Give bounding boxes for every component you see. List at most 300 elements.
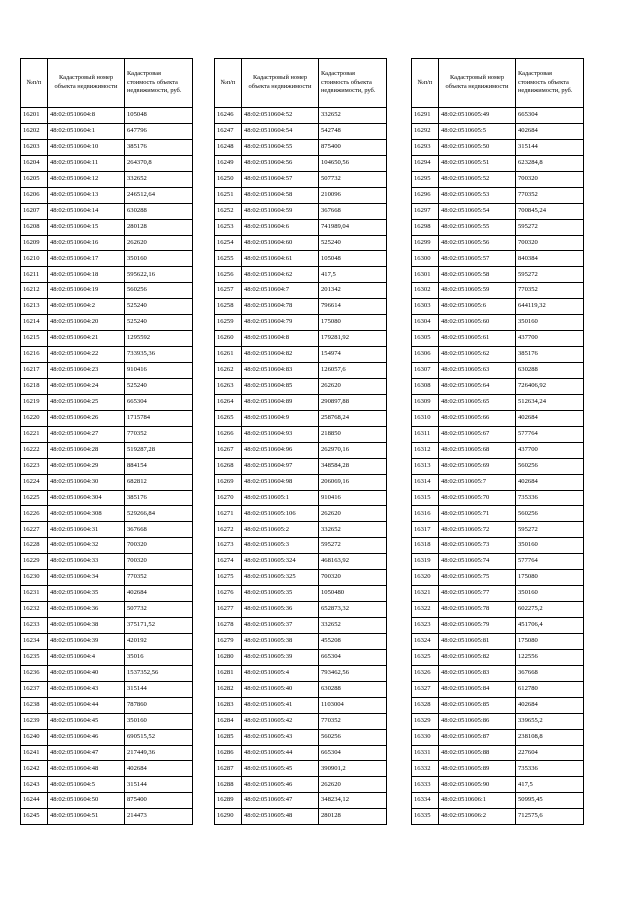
cadastral-number: 48:02:0510605:57: [439, 251, 516, 267]
cadastral-cost: 726406,92: [516, 378, 584, 394]
cadastral-cost: 385176: [125, 139, 193, 155]
cadastral-cost: 595622,16: [125, 267, 193, 283]
table-row: [412, 681, 584, 697]
table-row: [215, 777, 387, 793]
cadastral-number: 48:02:0510605:63: [439, 363, 516, 379]
table-row: [412, 155, 584, 171]
cadastral-cost: 218850: [319, 426, 387, 442]
row-number: 16202: [21, 123, 48, 139]
row-number: 16333: [412, 777, 439, 793]
row-number: 16265: [215, 410, 242, 426]
row-number: 16274: [215, 554, 242, 570]
cadastral-cost: 332652: [125, 171, 193, 187]
table-row: [412, 267, 584, 283]
table-row: [215, 586, 387, 602]
row-number: 16309: [412, 394, 439, 410]
cadastral-number: 48:02:0510605:41: [242, 697, 319, 713]
table-row: [412, 363, 584, 379]
row-number: 16201: [21, 108, 48, 124]
cadastral-cost: 525240: [125, 299, 193, 315]
cadastral-cost: 175080: [516, 633, 584, 649]
cadastral-cost: 770352: [516, 187, 584, 203]
cadastral-cost: 390901,2: [319, 761, 387, 777]
cadastral-number: 48:02:0510604:85: [242, 378, 319, 394]
row-number: 16233: [21, 618, 48, 634]
table-row: [412, 299, 584, 315]
table-row: [215, 809, 387, 825]
cadastral-cost: 630288: [125, 203, 193, 219]
cadastral-cost: 402684: [125, 761, 193, 777]
cadastral-number: 48:02:0510604:26: [48, 410, 125, 426]
cadastral-cost: 332652: [319, 522, 387, 538]
row-number: 16290: [215, 809, 242, 825]
cadastral-number: 48:02:0510605:106: [242, 506, 319, 522]
row-number: 16298: [412, 219, 439, 235]
cadastral-cost: 1715784: [125, 410, 193, 426]
cadastral-number: 48:02:0510604:4: [48, 649, 125, 665]
table-row: [412, 347, 584, 363]
cadastral-cost: 348584,28: [319, 458, 387, 474]
cadastral-number: 48:02:0510605:65: [439, 394, 516, 410]
row-number: 16258: [215, 299, 242, 315]
table-row: [21, 426, 193, 442]
cadastral-number: 48:02:0510605:58: [439, 267, 516, 283]
header-num: №п/п: [215, 59, 242, 108]
cadastral-number: 48:02:0510605:39: [242, 649, 319, 665]
cadastral-number: 48:02:0510605:50: [439, 139, 516, 155]
row-number: 16287: [215, 761, 242, 777]
cadastral-number: 48:02:0510605:73: [439, 538, 516, 554]
cadastral-number: 48:02:0510604:47: [48, 745, 125, 761]
table-row: [412, 235, 584, 251]
cadastral-cost: 227604: [516, 745, 584, 761]
table-row: [21, 283, 193, 299]
cadastral-cost: 560256: [516, 506, 584, 522]
row-number: 16283: [215, 697, 242, 713]
table-row: [21, 458, 193, 474]
table-row: [412, 171, 584, 187]
table-body: [215, 108, 387, 825]
cadastral-cost: 577764: [516, 426, 584, 442]
cadastral-cost: 741989,04: [319, 219, 387, 235]
cadastral-cost: 595272: [516, 267, 584, 283]
row-number: 16276: [215, 586, 242, 602]
row-number: 16331: [412, 745, 439, 761]
cadastral-number: 48:02:0510604:78: [242, 299, 319, 315]
table-row: [215, 347, 387, 363]
cadastral-number: 48:02:0510604:10: [48, 139, 125, 155]
cadastral-cost: 350160: [125, 251, 193, 267]
cadastral-cost: 262620: [319, 777, 387, 793]
row-number: 16225: [21, 490, 48, 506]
cadastral-number: 48:02:0510605:6: [439, 299, 516, 315]
cadastral-number: 48:02:0510604:45: [48, 713, 125, 729]
table-row: [21, 267, 193, 283]
cadastral-cost: 332652: [319, 108, 387, 124]
cadastral-cost: 35016: [125, 649, 193, 665]
cadastral-cost: 700320: [516, 235, 584, 251]
cadastral-cost: 437700: [516, 442, 584, 458]
cadastral-cost: 595272: [516, 522, 584, 538]
row-number: 16325: [412, 649, 439, 665]
cadastral-number: 48:02:0510605:87: [439, 729, 516, 745]
table-row: [215, 538, 387, 554]
cadastral-number: 48:02:0510605:60: [439, 315, 516, 331]
cadastral-cost: 350160: [516, 538, 584, 554]
cadastral-number: 48:02:0510605:88: [439, 745, 516, 761]
cadastral-number: 48:02:0510605:61: [439, 331, 516, 347]
row-number: 16221: [21, 426, 48, 442]
row-number: 16289: [215, 793, 242, 809]
row-number: 16270: [215, 490, 242, 506]
cadastral-number: 48:02:0510605:45: [242, 761, 319, 777]
cadastral-number: 48:02:0510605:83: [439, 665, 516, 681]
row-number: 16297: [412, 203, 439, 219]
cadastral-number: 48:02:0510605:40: [242, 681, 319, 697]
row-number: 16268: [215, 458, 242, 474]
cadastral-number: 48:02:0510604:29: [48, 458, 125, 474]
table-row: [21, 602, 193, 618]
cadastral-cost: 875400: [319, 139, 387, 155]
row-number: 16263: [215, 378, 242, 394]
cadastral-number: 48:02:0510604:59: [242, 203, 319, 219]
row-number: 16206: [21, 187, 48, 203]
table-row: [215, 474, 387, 490]
table-row: [412, 570, 584, 586]
cadastral-number: 48:02:0510605:37: [242, 618, 319, 634]
cadastral-cost: 1537352,56: [125, 665, 193, 681]
row-number: 16326: [412, 665, 439, 681]
table-row: [21, 187, 193, 203]
cadastral-cost: 1103004: [319, 697, 387, 713]
cadastral-number: 48:02:0510605:7: [439, 474, 516, 490]
table-row: [215, 618, 387, 634]
table-row: [21, 378, 193, 394]
cadastral-cost: 770352: [125, 426, 193, 442]
cadastral-cost: 512634,24: [516, 394, 584, 410]
cadastral-cost: 206069,16: [319, 474, 387, 490]
row-number: 16250: [215, 171, 242, 187]
cadastral-number: 48:02:0510604:55: [242, 139, 319, 155]
cadastral-cost: 712575,6: [516, 809, 584, 825]
cadastral-number: 48:02:0510605:1: [242, 490, 319, 506]
row-number: 16277: [215, 602, 242, 618]
cadastral-number: 48:02:0510604:89: [242, 394, 319, 410]
table-row: [412, 554, 584, 570]
cadastral-cost: 1050480: [319, 586, 387, 602]
row-number: 16217: [21, 363, 48, 379]
cadastral-cost: 690515,52: [125, 729, 193, 745]
cadastral-number: 48:02:0510605:90: [439, 777, 516, 793]
cadastral-cost: 700320: [125, 538, 193, 554]
cadastral-number: 48:02:0510605:84: [439, 681, 516, 697]
table-row: [21, 394, 193, 410]
cadastral-cost: 770352: [125, 570, 193, 586]
cadastral-cost: 560256: [319, 729, 387, 745]
cadastral-table-1: [20, 58, 193, 825]
table-row: [215, 761, 387, 777]
cadastral-number: 48:02:0510604:54: [242, 123, 319, 139]
table-row: [21, 251, 193, 267]
header-cadastral-number: Кадастровый номер объекта недвижимости: [242, 59, 319, 108]
cadastral-cost: 280128: [319, 809, 387, 825]
table-row: [21, 570, 193, 586]
cadastral-cost: 210096: [319, 187, 387, 203]
row-number: 16303: [412, 299, 439, 315]
row-number: 16239: [21, 713, 48, 729]
row-number: 16317: [412, 522, 439, 538]
cadastral-cost: 367668: [516, 665, 584, 681]
cadastral-number: 48:02:0510604:38: [48, 618, 125, 634]
table-row: [21, 554, 193, 570]
table-row: [215, 570, 387, 586]
row-number: 16210: [21, 251, 48, 267]
cadastral-cost: 238108,8: [516, 729, 584, 745]
row-number: 16246: [215, 108, 242, 124]
cadastral-number: 48:02:0510605:38: [242, 633, 319, 649]
row-number: 16332: [412, 761, 439, 777]
cadastral-cost: 770352: [516, 283, 584, 299]
cadastral-cost: 217449,36: [125, 745, 193, 761]
cadastral-number: 48:02:0510604:8: [242, 331, 319, 347]
cadastral-number: 48:02:0510604:43: [48, 681, 125, 697]
table-row: [412, 315, 584, 331]
cadastral-number: 48:02:0510604:25: [48, 394, 125, 410]
cadastral-number: 48:02:0510604:30: [48, 474, 125, 490]
row-number: 16308: [412, 378, 439, 394]
table-row: [412, 474, 584, 490]
cadastral-number: 48:02:0510605:81: [439, 633, 516, 649]
row-number: 16319: [412, 554, 439, 570]
row-number: 16301: [412, 267, 439, 283]
table-row: [215, 251, 387, 267]
table-row: [215, 745, 387, 761]
cadastral-cost: 264370,8: [125, 155, 193, 171]
cadastral-cost: 126057,6: [319, 363, 387, 379]
row-number: 16335: [412, 809, 439, 825]
cadastral-number: 48:02:0510604:19: [48, 283, 125, 299]
table-row: [412, 633, 584, 649]
table-row: [215, 394, 387, 410]
row-number: 16237: [21, 681, 48, 697]
cadastral-cost: 402684: [516, 697, 584, 713]
row-number: 16272: [215, 522, 242, 538]
table-row: [21, 490, 193, 506]
table-row: [412, 586, 584, 602]
cadastral-cost: 315144: [125, 681, 193, 697]
row-number: 16230: [21, 570, 48, 586]
cadastral-cost: 623284,8: [516, 155, 584, 171]
table-row: [412, 490, 584, 506]
table-row: [21, 729, 193, 745]
cadastral-number: 48:02:0510604:17: [48, 251, 125, 267]
row-number: 16208: [21, 219, 48, 235]
row-number: 16229: [21, 554, 48, 570]
row-number: 16300: [412, 251, 439, 267]
table-row: [412, 331, 584, 347]
cadastral-cost: 700320: [516, 171, 584, 187]
table-row: [21, 618, 193, 634]
cadastral-number: 48:02:0510604:9: [242, 410, 319, 426]
row-number: 16278: [215, 618, 242, 634]
cadastral-cost: 682812: [125, 474, 193, 490]
table-row: [412, 410, 584, 426]
table-row: [215, 123, 387, 139]
table-row: [215, 108, 387, 124]
cadastral-number: 48:02:0510604:62: [242, 267, 319, 283]
table-row: [215, 171, 387, 187]
cadastral-number: 48:02:0510604:33: [48, 554, 125, 570]
table-row: [215, 363, 387, 379]
row-number: 16288: [215, 777, 242, 793]
table-row: [215, 681, 387, 697]
table-row: [21, 649, 193, 665]
cadastral-cost: 910416: [319, 490, 387, 506]
row-number: 16207: [21, 203, 48, 219]
cadastral-number: 48:02:0510605:51: [439, 155, 516, 171]
row-number: 16269: [215, 474, 242, 490]
row-number: 16219: [21, 394, 48, 410]
cadastral-cost: 246512,64: [125, 187, 193, 203]
cadastral-number: 48:02:0510606:1: [439, 793, 516, 809]
header-cadastral-cost: Кадастровая стоимость объекта недвижимости, руб.: [516, 59, 584, 108]
row-number: 16235: [21, 649, 48, 665]
row-number: 16273: [215, 538, 242, 554]
cadastral-cost: 647796: [125, 123, 193, 139]
row-number: 16215: [21, 331, 48, 347]
table-row: [215, 378, 387, 394]
cadastral-number: 48:02:0510604:1: [48, 123, 125, 139]
cadastral-cost: 665304: [319, 745, 387, 761]
cadastral-cost: 402684: [516, 123, 584, 139]
row-number: 16279: [215, 633, 242, 649]
cadastral-cost: 735336: [516, 761, 584, 777]
table-row: [215, 697, 387, 713]
cadastral-cost: 367668: [125, 522, 193, 538]
row-number: 16205: [21, 171, 48, 187]
table-row: [215, 283, 387, 299]
header-num: №п/п: [21, 59, 48, 108]
table-row: [412, 793, 584, 809]
cadastral-number: 48:02:0510605:86: [439, 713, 516, 729]
table-row: [412, 283, 584, 299]
table-row: [21, 586, 193, 602]
cadastral-number: 48:02:0510604:50: [48, 793, 125, 809]
table-row: [21, 761, 193, 777]
row-number: 16324: [412, 633, 439, 649]
table-row: [21, 171, 193, 187]
row-number: 16266: [215, 426, 242, 442]
cadastral-number: 48:02:0510605:55: [439, 219, 516, 235]
cadastral-number: 48:02:0510604:98: [242, 474, 319, 490]
row-number: 16255: [215, 251, 242, 267]
cadastral-number: 48:02:0510604:52: [242, 108, 319, 124]
cadastral-number: 48:02:0510605:72: [439, 522, 516, 538]
cadastral-number: 48:02:0510605:54: [439, 203, 516, 219]
row-number: 16264: [215, 394, 242, 410]
row-number: 16314: [412, 474, 439, 490]
cadastral-cost: 402684: [516, 474, 584, 490]
row-number: 16228: [21, 538, 48, 554]
row-number: 16327: [412, 681, 439, 697]
cadastral-number: 48:02:0510605:48: [242, 809, 319, 825]
row-number: 16213: [21, 299, 48, 315]
cadastral-cost: 350160: [516, 315, 584, 331]
row-number: 16242: [21, 761, 48, 777]
row-number: 16306: [412, 347, 439, 363]
cadastral-number: 48:02:0510604:32: [48, 538, 125, 554]
table-row: [215, 203, 387, 219]
cadastral-cost: 201342: [319, 283, 387, 299]
cadastral-cost: 560256: [516, 458, 584, 474]
cadastral-number: 48:02:0510604:7: [242, 283, 319, 299]
row-number: 16305: [412, 331, 439, 347]
cadastral-number: 48:02:0510604:58: [242, 187, 319, 203]
row-number: 16315: [412, 490, 439, 506]
cadastral-cost: 787860: [125, 697, 193, 713]
table-row: [215, 155, 387, 171]
cadastral-number: 48:02:0510604:2: [48, 299, 125, 315]
cadastral-cost: 630288: [516, 363, 584, 379]
row-number: 16286: [215, 745, 242, 761]
cadastral-number: 48:02:0510604:8: [48, 108, 125, 124]
header-num: №п/п: [412, 59, 439, 108]
table-row: [215, 713, 387, 729]
cadastral-cost: 417,5: [319, 267, 387, 283]
cadastral-cost: 290897,88: [319, 394, 387, 410]
cadastral-cost: 595272: [319, 538, 387, 554]
table-row: [412, 251, 584, 267]
row-number: 16222: [21, 442, 48, 458]
table-row: [412, 442, 584, 458]
header-cadastral-cost: Кадастровая стоимость объекта недвижимости, руб.: [319, 59, 387, 108]
cadastral-cost: 262620: [125, 235, 193, 251]
cadastral-cost: 602275,2: [516, 602, 584, 618]
table-row: [21, 633, 193, 649]
cadastral-number: 48:02:0510604:39: [48, 633, 125, 649]
cadastral-cost: 350160: [516, 586, 584, 602]
cadastral-number: 48:02:0510604:23: [48, 363, 125, 379]
cadastral-number: 48:02:0510604:31: [48, 522, 125, 538]
cadastral-number: 48:02:0510605:35: [242, 586, 319, 602]
table-header: [412, 59, 584, 108]
row-number: 16227: [21, 522, 48, 538]
row-number: 16295: [412, 171, 439, 187]
cadastral-cost: 262970,16: [319, 442, 387, 458]
cadastral-number: 48:02:0510605:71: [439, 506, 516, 522]
cadastral-number: 48:02:0510605:74: [439, 554, 516, 570]
cadastral-number: 48:02:0510605:46: [242, 777, 319, 793]
cadastral-number: 48:02:0510605:44: [242, 745, 319, 761]
row-number: 16304: [412, 315, 439, 331]
table-row: [21, 410, 193, 426]
row-number: 16291: [412, 108, 439, 124]
cadastral-cost: 262620: [319, 378, 387, 394]
cadastral-number: 48:02:0510604:22: [48, 347, 125, 363]
cadastral-number: 48:02:0510605:324: [242, 554, 319, 570]
cadastral-cost: 840384: [516, 251, 584, 267]
cadastral-cost: 154974: [319, 347, 387, 363]
table-row: [21, 123, 193, 139]
cadastral-cost: 104650,56: [319, 155, 387, 171]
table-row: [215, 522, 387, 538]
row-number: 16251: [215, 187, 242, 203]
table-row: [21, 522, 193, 538]
cadastral-cost: 105048: [125, 108, 193, 124]
row-number: 16234: [21, 633, 48, 649]
cadastral-cost: 455208: [319, 633, 387, 649]
cadastral-cost: 385176: [125, 490, 193, 506]
